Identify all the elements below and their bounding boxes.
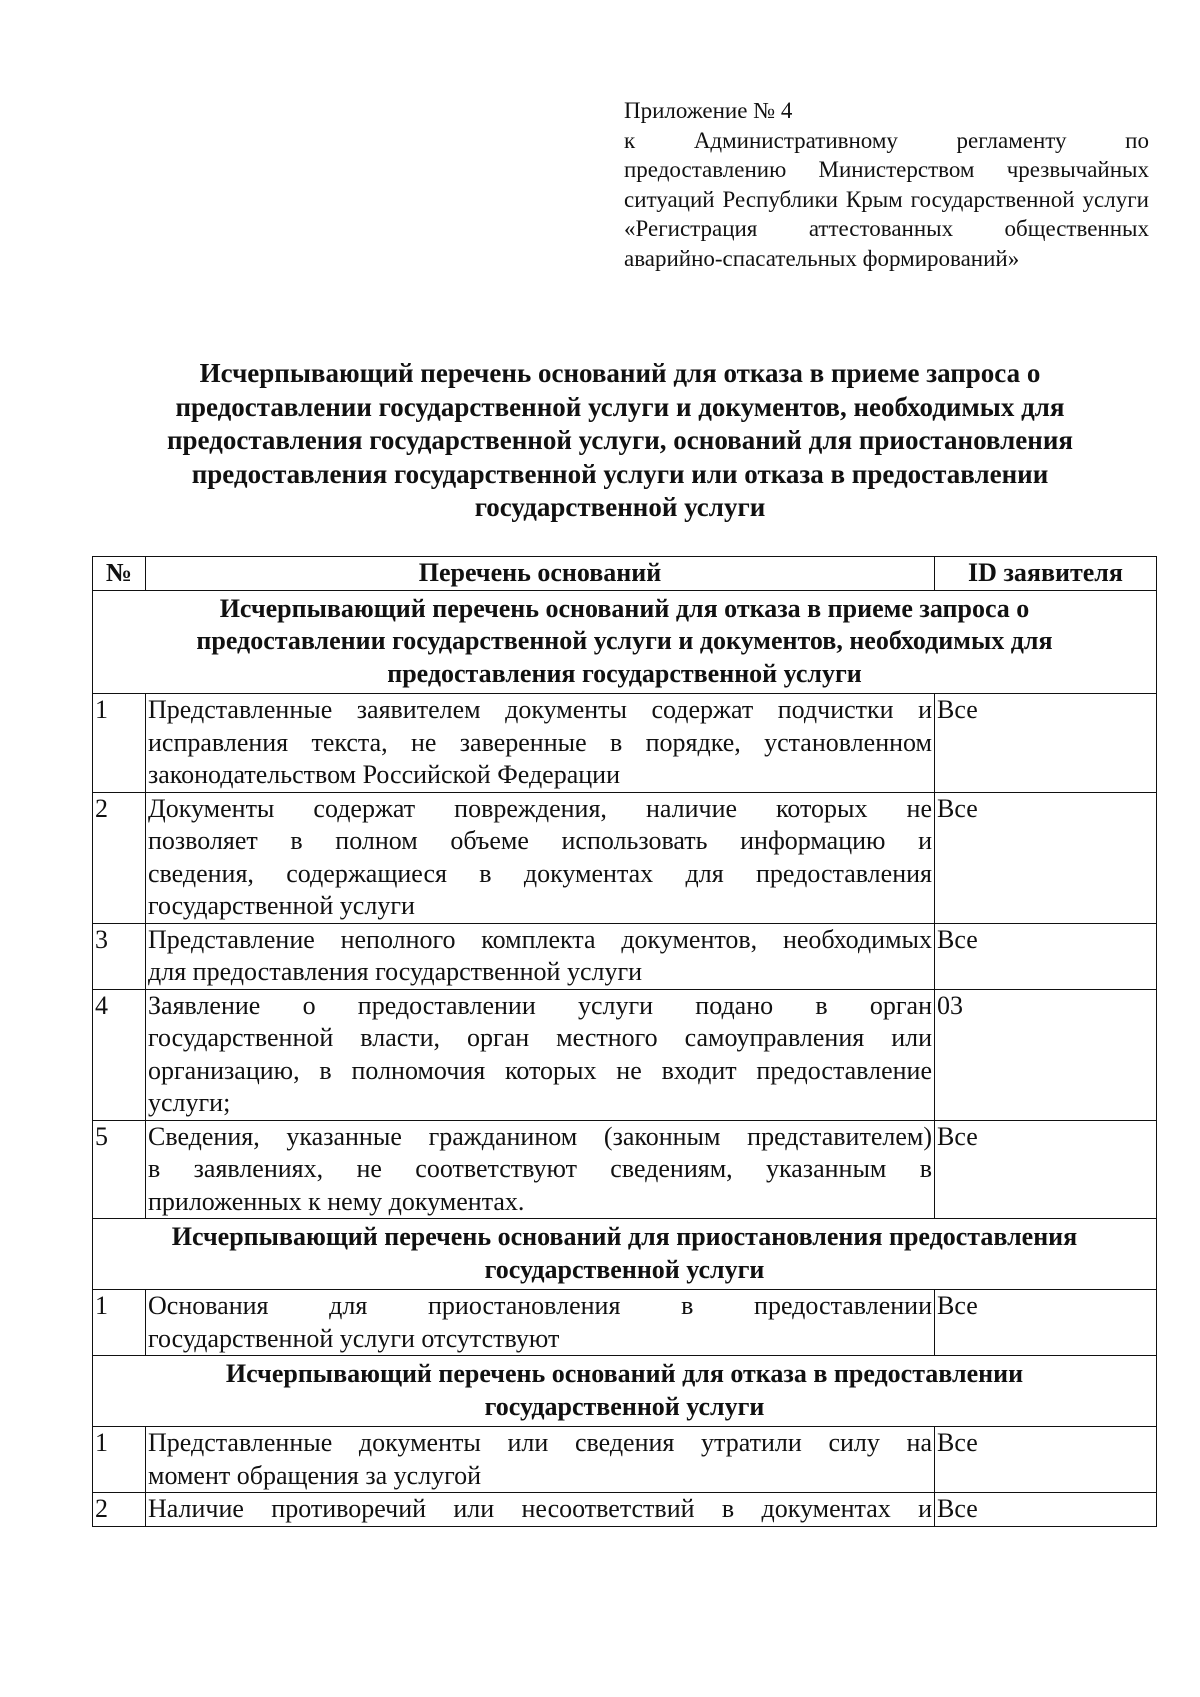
section-title-line: Исчерпывающий перечень оснований для отказа в приеме запроса о — [219, 593, 1030, 623]
table-row — [93, 923, 1157, 989]
row-number: 3 — [93, 923, 146, 989]
section-title — [93, 1356, 1157, 1427]
row-applicant-id: Все — [935, 694, 1157, 793]
document-title-line: предоставлении государственной услуги и документов, необходимых для — [175, 391, 1065, 422]
row-reason-line: Представленные документы или сведения утратили силу на — [148, 1428, 932, 1457]
row-reason-line: для предоставления государственной услуги — [148, 957, 643, 986]
table-row — [93, 1493, 1157, 1527]
row-number: 1 — [93, 1290, 146, 1356]
row-number: 2 — [93, 792, 146, 923]
table-row — [93, 989, 1157, 1120]
row-reason-line: государственной услуги отсутствуют — [148, 1323, 560, 1353]
row-reason-line: Заявление о предоставлении услуги подано в орган — [148, 990, 932, 1020]
row-number: 4 — [93, 989, 146, 1120]
row-reason-line: исправления текста, не заверенные в порядке, установленном — [148, 727, 932, 757]
row-reason-line: Представление неполного комплекта документов, необходимых — [148, 924, 932, 954]
section-title-line: государственной услуги — [484, 1391, 765, 1421]
row-reason — [146, 1427, 935, 1493]
table-row — [93, 694, 1157, 793]
row-number: 2 — [93, 1493, 146, 1527]
header-applicant-id: ID заявителя — [935, 557, 1157, 591]
row-applicant-id: Все — [935, 923, 1157, 989]
row-reason-line: услуги; — [148, 1088, 231, 1117]
appendix-text: к Административному регламенту по предоставлению Министерством чрезвычайных ситуаций Республики Крым государственной услуги «Регистрация аттестованных общественных аварийно-спасательных формирований» — [624, 127, 1149, 271]
document-title-line: Исчерпывающий перечень оснований для отказа в приеме запроса о — [199, 358, 1041, 388]
row-reason — [146, 1290, 935, 1356]
row-reason-line: государственной услуги — [148, 891, 415, 920]
document-title-line: предоставления государственной услуги, оснований для приостановления — [166, 425, 1073, 455]
row-applicant-id: 03 — [935, 989, 1157, 1120]
section-header-row — [93, 1356, 1157, 1427]
row-reason — [146, 694, 935, 793]
appendix-number: Приложение № 4 — [624, 98, 793, 123]
grounds-table — [92, 556, 1157, 1527]
header-number: № — [93, 557, 146, 591]
row-reason — [146, 923, 935, 989]
section-title-line: Исчерпывающий перечень оснований для отказа в предоставлении — [225, 1359, 1024, 1388]
table-row — [93, 1120, 1157, 1219]
section-title-line: Исчерпывающий перечень оснований для приостановления предоставления — [171, 1222, 1078, 1251]
row-number: 5 — [93, 1120, 146, 1219]
row-reason-line: законодательством Российской Федерации — [148, 760, 620, 789]
document-title — [120, 357, 1120, 525]
row-number: 1 — [93, 694, 146, 793]
row-applicant-id: Все — [935, 792, 1157, 923]
table-row — [93, 792, 1157, 923]
row-applicant-id: Все — [935, 1120, 1157, 1219]
section-title-line: государственной услуги — [484, 1254, 765, 1284]
row-reason — [146, 792, 935, 923]
row-reason-line: сведения, содержащиеся в документах для предоставления — [148, 858, 932, 888]
section-title — [93, 590, 1157, 694]
section-title-line: предоставлении государственной услуги и документов, необходимых для — [196, 626, 1053, 655]
row-reason — [146, 1493, 935, 1527]
section-header-row — [93, 590, 1157, 694]
row-reason-line: Наличие противоречий или несоответствий в документах и — [148, 1494, 932, 1523]
row-reason — [146, 989, 935, 1120]
row-applicant-id: Все — [935, 1493, 1157, 1527]
section-title-line: предоставления государственной услуги — [387, 658, 862, 688]
header-reasons: Перечень оснований — [146, 557, 935, 591]
section-title — [93, 1219, 1157, 1290]
row-reason-line: Документы содержат повреждения, наличие которых не — [148, 793, 932, 823]
row-reason-line: Основания для приостановления в предоставлении — [148, 1291, 932, 1320]
row-reason-line: момент обращения за услугой — [148, 1460, 482, 1490]
row-number: 1 — [93, 1427, 146, 1493]
table-row — [93, 1427, 1157, 1493]
table-row — [93, 1290, 1157, 1356]
row-reason-line: приложенных к нему документах. — [148, 1186, 525, 1216]
row-reason-line: государственной власти, орган местного самоуправления или — [148, 1023, 932, 1052]
row-applicant-id: Все — [935, 1427, 1157, 1493]
row-reason-line: позволяет в полном объеме использовать информацию и — [148, 826, 932, 855]
row-reason-line: Представленные заявителем документы содержат подчистки и — [148, 695, 932, 724]
table-header-row — [93, 557, 1157, 591]
row-applicant-id: Все — [935, 1290, 1157, 1356]
row-reason-line: в заявлениях, не соответствуют сведениям, указанным в — [148, 1154, 932, 1183]
document-title-line: предоставления государственной услуги или отказа в предоставлении — [191, 458, 1049, 489]
section-header-row — [93, 1219, 1157, 1290]
row-reason-line: организацию, в полномочия которых не входит предоставление — [148, 1055, 932, 1085]
row-reason — [146, 1120, 935, 1219]
row-reason-line: Сведения, указанные гражданином (законным представителем) — [148, 1121, 932, 1151]
appendix-block — [624, 96, 1149, 273]
document-title-line: государственной услуги — [474, 492, 766, 522]
